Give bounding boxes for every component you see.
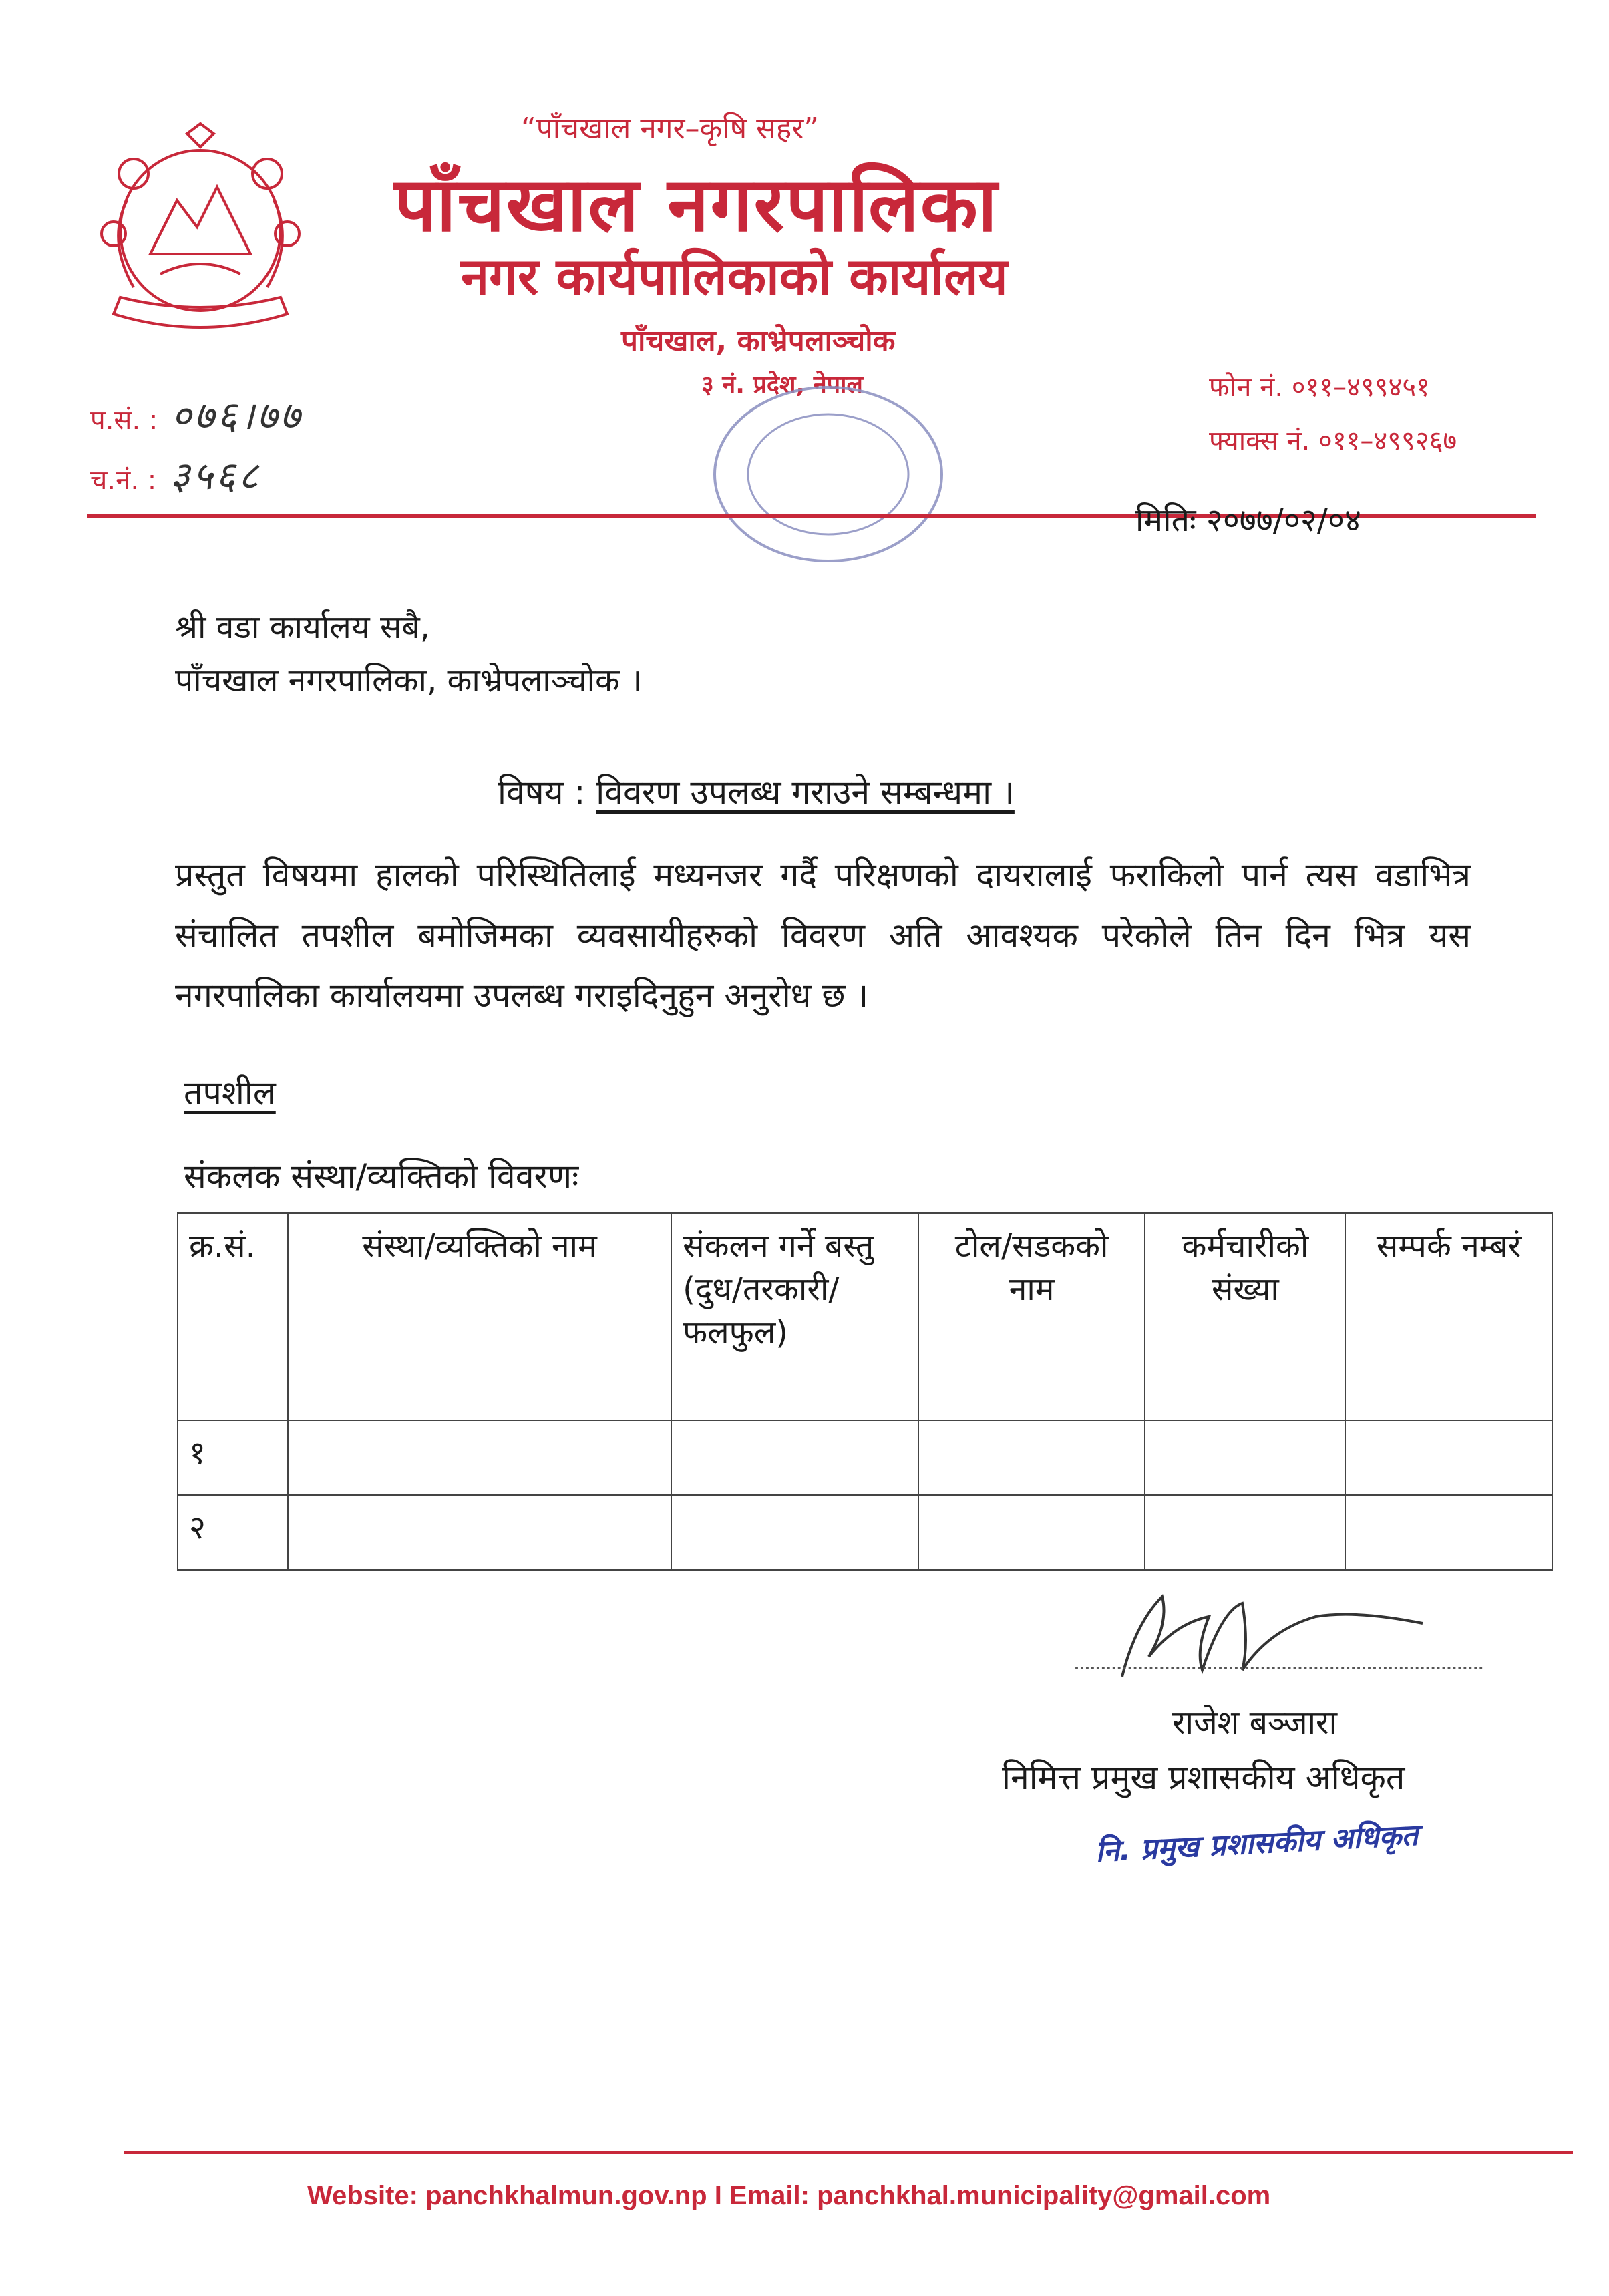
office-subtitle: नगर कार्यपालिकाको कार्यालय xyxy=(461,247,1008,306)
table-cell xyxy=(288,1420,671,1495)
municipality-title: पाँचखाल नगरपालिका xyxy=(394,162,999,249)
table-cell xyxy=(1345,1495,1552,1570)
signature-line xyxy=(1075,1667,1483,1669)
table-caption: संकलक संस्था/व्यक्तिको विवरणः xyxy=(184,1157,579,1196)
ps-value: ०७६।७७ xyxy=(171,393,303,438)
tapasil-heading: तपशील xyxy=(184,1074,276,1112)
table-header: कर्मचारीको संख्या xyxy=(1145,1213,1345,1420)
table-header: संकलन गर्ने बस्तु (दुध/तरकारी/फलफुल) xyxy=(671,1213,918,1420)
table-cell xyxy=(1145,1495,1345,1570)
letter-date: मितिः २०७७/०२/०४ xyxy=(1135,502,1361,539)
table-cell xyxy=(671,1495,918,1570)
slogan: “पाँचखाल नगर–कृषि सहर” xyxy=(521,112,820,146)
address-line-2: ३ नं. प्रदेश, नेपाल xyxy=(701,371,863,399)
cn-label: च.नं. : xyxy=(90,465,157,496)
table-cell: २ xyxy=(178,1495,288,1570)
table-header-row xyxy=(178,1213,1552,1420)
patra-sankhya xyxy=(90,387,303,440)
table-header: टोल/सडकको नाम xyxy=(918,1213,1145,1420)
signatory-name: राजेश बञ्जारा xyxy=(1172,1704,1338,1742)
table-cell: १ xyxy=(178,1420,288,1495)
table-row xyxy=(178,1495,1552,1570)
subject-label: विषय : xyxy=(498,773,586,812)
addressee-line-1: श्री वडा कार्यालय सबै, xyxy=(175,609,431,646)
body-paragraph: प्रस्तुत विषयमा हालको परिस्थितिलाई मध्यनजर गर्दै परिक्षणको दायरालाई फराकिलो पार्न त्यस वडाभित्र संचालित तपशील बमोजिमका व्यवसायीहरुको विवरण अति आवश्यक परेकोले तिन दिन भित्र यस नगरपालिका कार्यालयमा उपलब्ध गराइदिनुहुन अनुरोध छ । xyxy=(175,856,1471,1015)
cn-value: ३५६८ xyxy=(170,453,261,498)
table-cell xyxy=(671,1420,918,1495)
footer-contact: Website: panchkhalmun.gov.np I Email: panchkhal.municipality@gmail.com xyxy=(307,2181,1271,2210)
designation-stamp: नि. प्रमुख प्रशासकीय अधिकृत xyxy=(1094,1818,1419,1869)
table-cell xyxy=(918,1420,1145,1495)
address-line-1: पाँचखाल, काभ्रेपलाञ्चोक xyxy=(621,324,896,358)
table-header: संस्था/व्यक्तिको नाम xyxy=(288,1213,671,1420)
addressee-line-2: पाँचखाल नगरपालिका, काभ्रेपलाञ्चोक । xyxy=(175,662,643,699)
table-cell xyxy=(1145,1420,1345,1495)
handwritten-signature xyxy=(1109,1577,1456,1690)
nepal-emblem-icon xyxy=(87,120,314,341)
subject-text: विवरण उपलब्ध गराउने सम्बन्धमा । xyxy=(596,773,1015,812)
table-row xyxy=(178,1420,1552,1495)
table-cell xyxy=(288,1495,671,1570)
fax-number: फ्याक्स नं. ०११–४९९२६७ xyxy=(1209,426,1457,456)
phone-number: फोन नं. ०११–४९९४५१ xyxy=(1209,372,1430,403)
collector-table xyxy=(177,1212,1553,1571)
footer-divider xyxy=(124,2151,1573,2154)
table-cell xyxy=(1345,1420,1552,1495)
office-stamp xyxy=(701,374,955,575)
chalani-number xyxy=(90,448,261,500)
table-cell xyxy=(918,1495,1145,1570)
table-header: सम्पर्क नम्बरं xyxy=(1345,1213,1552,1420)
ps-label: प.सं. : xyxy=(90,405,158,436)
signatory-post: निमित्त प्रमुख प्रशासकीय अधिकृत xyxy=(1002,1758,1405,1797)
table-header: क्र.सं. xyxy=(178,1213,288,1420)
subject-line xyxy=(498,768,1015,814)
